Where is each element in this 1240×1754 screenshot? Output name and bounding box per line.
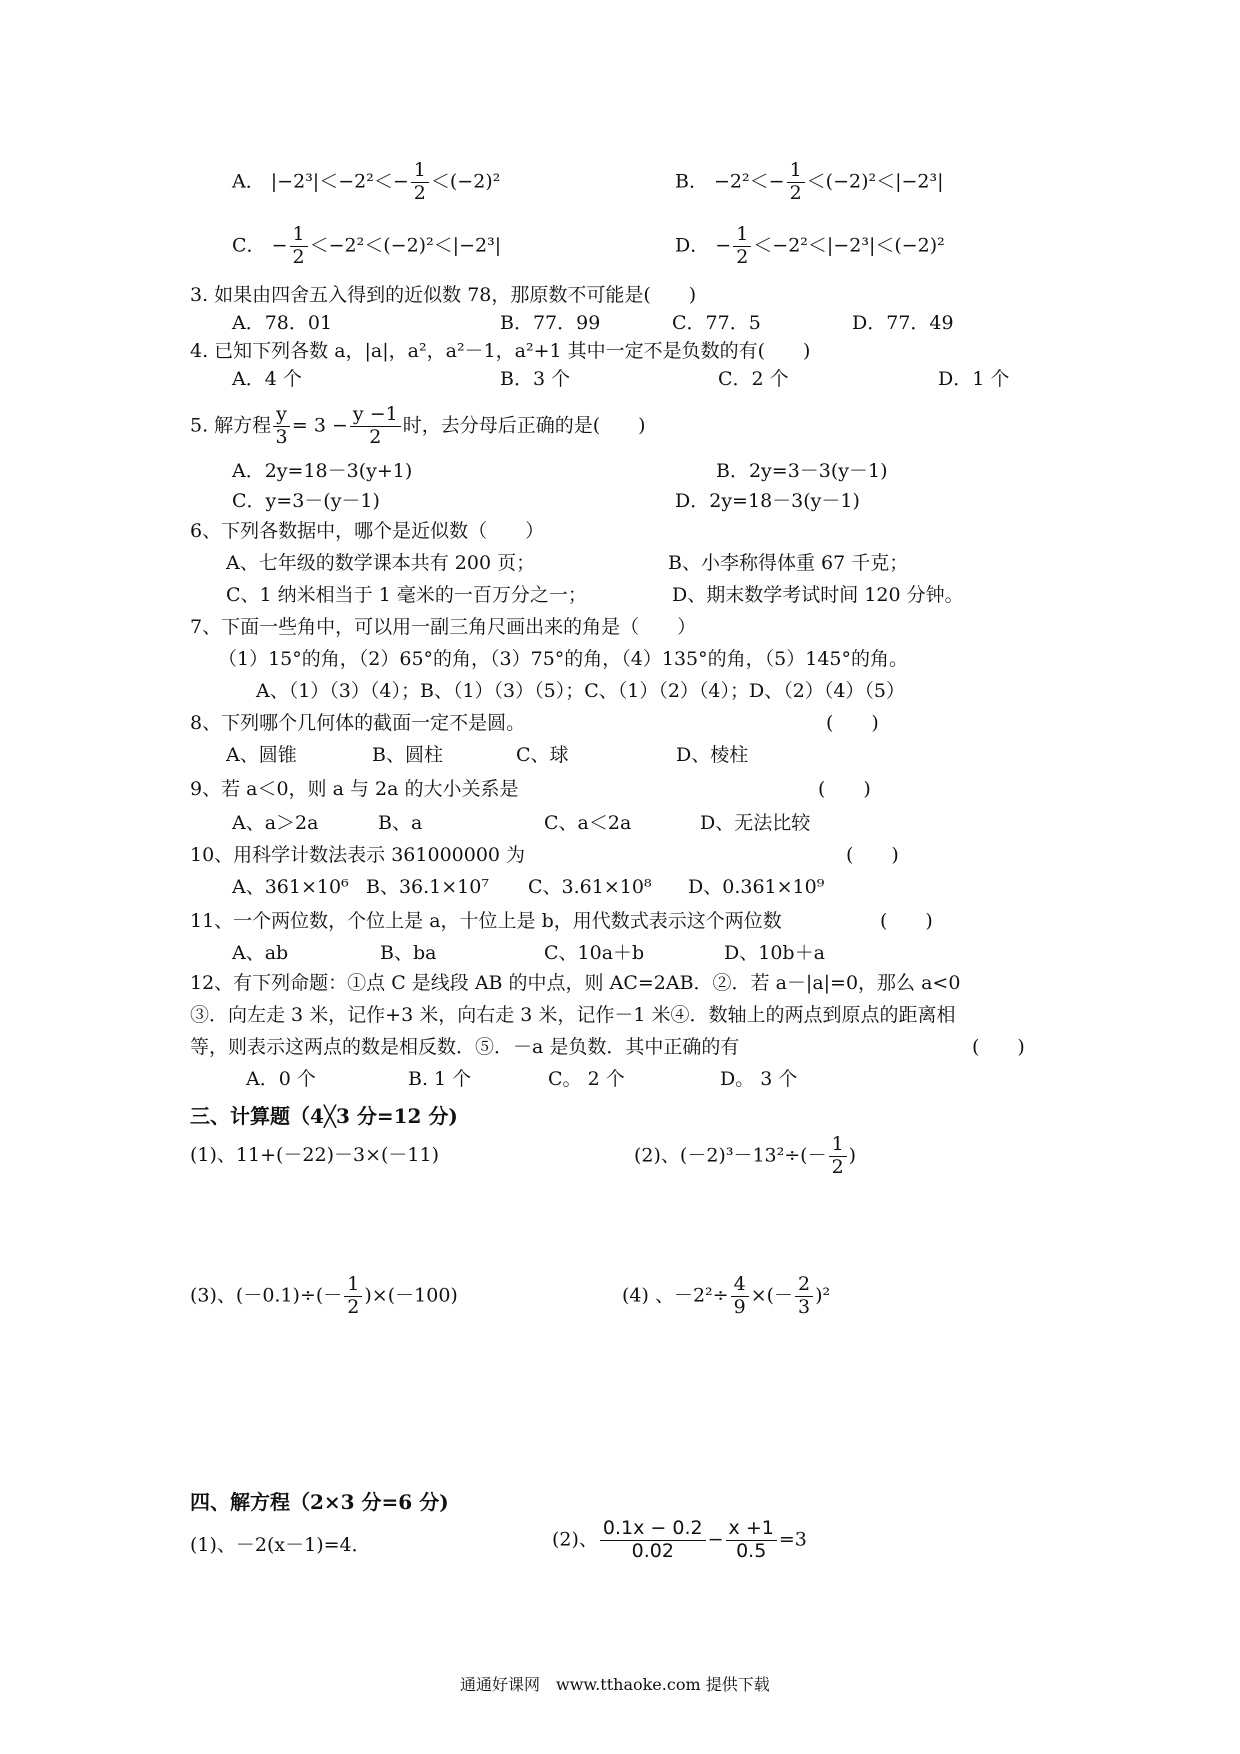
numerator: y −1	[350, 404, 401, 427]
q5-text: = 3 −	[291, 414, 348, 437]
denominator: 3	[798, 1295, 811, 1318]
q2-option-d	[675, 224, 945, 269]
q10-option-c: C、3.61×10⁸	[528, 876, 652, 898]
expr-text: )	[848, 1144, 857, 1167]
numerator: 1	[733, 224, 751, 247]
q3-stem: 3. 如果由四舍五入得到的近似数 78，那原数不可能是( )	[190, 284, 697, 306]
q4-option-b: B．3 个	[500, 368, 571, 390]
fraction	[829, 1134, 847, 1179]
numerator: 1	[787, 160, 805, 183]
answer-paren: ( )	[972, 1036, 1025, 1058]
q3-option-a: A．78．01	[232, 312, 333, 334]
equation-problem-2	[552, 1518, 807, 1563]
q8-stem: 8、下列哪个几何体的截面一定不是圆。	[190, 712, 526, 734]
q5-option-a: A．2y=18－3(y+1)	[232, 460, 413, 482]
q3-option-c: C．77．5	[672, 312, 761, 334]
q10-option-a: A、361×10⁶	[232, 876, 349, 898]
q11-option-a: A、ab	[232, 942, 289, 964]
expr-text: (2)、(－2)³－13²÷(－	[634, 1144, 827, 1167]
fraction	[344, 1274, 362, 1319]
denominator: 2	[369, 425, 382, 448]
q10-stem: 10、用科学计数法表示 361000000 为	[190, 844, 526, 866]
option-expr: −2²＜−	[714, 170, 785, 193]
option-expr: |−2³|＜−2²＜−	[270, 170, 409, 193]
option-expr: ＜(−2)²＜|−2³|	[806, 170, 944, 193]
q10-option-b: B、36.1×10⁷	[366, 876, 489, 898]
q12-line-3: 等，则表示这两点的数是相反数．⑤．－a 是负数．其中正确的有	[190, 1036, 740, 1058]
fraction	[411, 160, 429, 205]
expr-text: (3)、(－0.1)÷(－	[190, 1284, 343, 1307]
option-expr: ＜−2²＜(−2)²＜|−2³|	[309, 234, 502, 257]
option-label: B．	[675, 170, 708, 193]
fraction	[726, 1518, 777, 1563]
option-label: A．	[232, 170, 265, 193]
numerator: y	[273, 404, 290, 427]
q11-option-b: B、ba	[380, 942, 437, 964]
q5-text: 时，去分母后正确的是( )	[402, 414, 646, 437]
q9-option-a: A、a＞2a	[232, 812, 319, 834]
numerator: x +1	[726, 1518, 777, 1541]
calc-problem-3	[190, 1274, 458, 1319]
q4-stem: 4. 已知下列各数 a，|a|，a²，a²－1，a²+1 其中一定不是负数的有( )	[190, 340, 811, 362]
q6-option-c: C、1 纳米相当于 1 毫米的一百万分之一；	[226, 584, 587, 606]
equation-problem-1: (1)、－2(x－1)=4．	[190, 1534, 371, 1556]
fraction	[787, 160, 805, 205]
denominator: 2	[789, 181, 802, 204]
fraction	[731, 1274, 749, 1319]
q6-option-d: D、期末数学考试时间 120 分钟。	[672, 584, 964, 606]
section-4-title: 四、解方程（2×3 分=6 分)	[190, 1490, 449, 1514]
fraction	[350, 404, 401, 449]
q12-option-d: D。 3 个	[720, 1068, 798, 1090]
numerator: 0.1x − 0.2	[600, 1518, 706, 1541]
q12-line-2: ③．向左走 3 米，记作+3 米，向右走 3 米，记作－1 米④．数轴上的两点到原点的距离相	[190, 1004, 956, 1026]
expr-text: =3	[778, 1528, 807, 1551]
calc-problem-1: (1)、11+(－22)－3×(－11)	[190, 1144, 440, 1166]
fraction	[273, 404, 290, 449]
denominator: 2	[292, 245, 305, 268]
denominator: 2	[736, 245, 749, 268]
option-expr: ＜(−2)²	[430, 170, 501, 193]
fraction	[795, 1274, 813, 1319]
expr-text: (2)、	[552, 1528, 598, 1551]
fraction	[600, 1518, 706, 1563]
q2-option-b	[675, 160, 944, 205]
expr-text: )²	[815, 1284, 831, 1307]
q6-option-b: B、小李称得体重 67 千克；	[668, 552, 909, 574]
q11-option-d: D、10b＋a	[724, 942, 825, 964]
q2-option-a	[232, 160, 500, 205]
q2-option-c	[232, 224, 501, 269]
denominator: 2	[347, 1295, 360, 1318]
q9-option-c: C、a＜2a	[544, 812, 632, 834]
q9-stem: 9、若 a＜0，则 a 与 2a 的大小关系是	[190, 778, 519, 800]
calc-problem-4	[622, 1274, 830, 1319]
q4-option-d: D．1 个	[938, 368, 1010, 390]
q9-option-d: D、无法比较	[700, 812, 811, 834]
q8-option-d: D、棱柱	[676, 744, 749, 766]
q5-option-d: D．2y=18－3(y－1)	[675, 490, 860, 512]
calc-problem-2	[634, 1134, 856, 1179]
denominator: 0.02	[631, 1539, 674, 1562]
option-label: C．	[232, 234, 266, 257]
q6-stem: 6、下列各数据中，哪个是近似数（ ）	[190, 520, 545, 542]
q8-option-a: A、圆锥	[226, 744, 297, 766]
q6-option-a: A、七年级的数学课本共有 200 页；	[226, 552, 536, 574]
q3-option-b: B．77．99	[500, 312, 601, 334]
section-3-title: 三、计算题（4╳3 分=12 分)	[190, 1104, 458, 1128]
answer-paren: ( )	[846, 844, 899, 866]
numerator: 4	[731, 1274, 749, 1297]
numerator: 1	[411, 160, 429, 183]
q12-option-c: C。 2 个	[548, 1068, 625, 1090]
expr-text: (4) 、－2²÷	[622, 1284, 729, 1307]
expr-text: )×(－100)	[364, 1284, 458, 1307]
q7-stem: 7、下面一些角中，可以用一副三角尺画出来的角是（ ）	[190, 616, 697, 638]
denominator: 3	[275, 425, 288, 448]
expr-text: ×(－	[750, 1284, 794, 1307]
q7-options: A、（1）（3）（4）；B、（1）（3）（5）；C、（1）（2）（4）；D、（2）（4）（5）	[256, 680, 906, 702]
numerator: 1	[290, 224, 308, 247]
option-label: D．	[675, 234, 710, 257]
fraction	[733, 224, 751, 269]
q7-items: （1）15°的角，（2）65°的角，（3）75°的角，（4）135°的角，（5）145°的角。	[218, 648, 909, 670]
q12-option-a: A．0 个	[246, 1068, 316, 1090]
numerator: 2	[795, 1274, 813, 1297]
q5-stem	[190, 404, 646, 449]
denominator: 0.5	[736, 1539, 767, 1562]
denominator: 2	[831, 1155, 844, 1178]
q8-option-b: B、圆柱	[372, 744, 443, 766]
answer-paren: ( )	[880, 910, 933, 932]
q11-option-c: C、10a＋b	[544, 942, 645, 964]
denominator: 2	[413, 181, 426, 204]
numerator: 1	[829, 1134, 847, 1157]
option-expr: −	[271, 234, 288, 257]
expr-text: −	[707, 1528, 724, 1551]
footer-text: 通通好课网 www.tthaoke.com 提供下载	[460, 1675, 770, 1694]
q4-option-a: A．4 个	[232, 368, 302, 390]
q12-line-1: 12、有下列命题：①点 C 是线段 AB 的中点，则 AC=2AB．②．若 a－|a|=0，那么 a<0	[190, 972, 961, 994]
q11-stem: 11、一个两位数，个位上是 a，十位上是 b，用代数式表示这个两位数	[190, 910, 782, 932]
q8-option-c: C、球	[516, 744, 569, 766]
answer-paren: ( )	[826, 712, 879, 734]
answer-paren: ( )	[818, 778, 871, 800]
q10-option-d: D、0.361×10⁹	[688, 876, 825, 898]
numerator: 1	[344, 1274, 362, 1297]
fraction	[290, 224, 308, 269]
q5-option-c: C．y=3－(y－1)	[232, 490, 380, 512]
q9-option-b: B、a	[378, 812, 423, 834]
option-expr: ＜−2²＜|−2³|＜(−2)²	[753, 234, 945, 257]
q5-text: 5. 解方程	[190, 414, 272, 437]
denominator: 9	[733, 1295, 746, 1318]
q3-option-d: D．77．49	[852, 312, 954, 334]
option-expr: −	[715, 234, 732, 257]
q12-option-b: B. 1 个	[408, 1068, 472, 1090]
q5-option-b: B．2y=3－3(y－1)	[716, 460, 888, 482]
q4-option-c: C．2 个	[718, 368, 789, 390]
